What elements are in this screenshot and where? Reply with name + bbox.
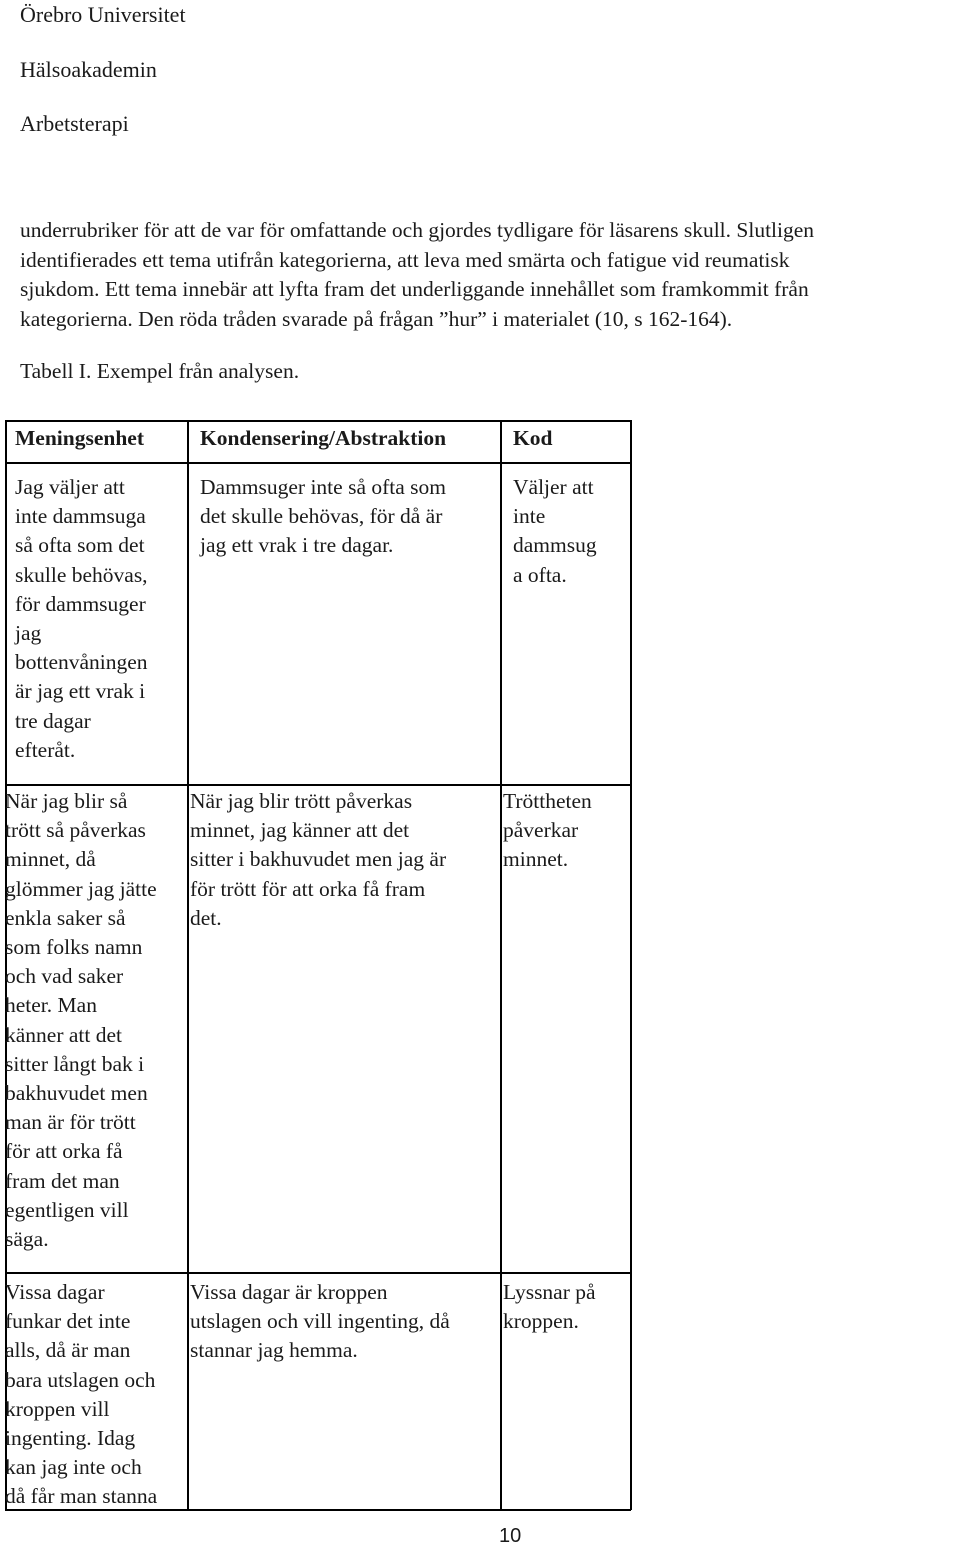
table-column-divider-1: [187, 420, 189, 1510]
table-cell-row1-kondensering: Dammsuger inte så ofta som det skulle behövas, för då är jag ett vrak i tre dagar.: [200, 475, 447, 558]
table-cell-row3-meningsenhet: Vissa dagar funkar det inte alls, då är man bara utslagen och kroppen vill ingenting. Idag kan jag inte och då får man stanna: [5, 1280, 158, 1509]
table-column-divider-2: [500, 420, 502, 1510]
table-border-header-bottom: [5, 462, 631, 464]
table-border-right: [630, 420, 632, 1510]
table-border-top: [5, 420, 631, 422]
table-cell-row2-kod: Tröttheten påverkar minnet.: [503, 789, 592, 872]
department-name: Hälsoakademin: [20, 57, 157, 82]
table-cell-row3-kod: Lyssnar på kroppen.: [503, 1280, 596, 1334]
body-paragraph: underrubriker för att de var för omfattande och gjordes tydligare för läsarens skull. Slutligen identifierades ett tema utifrån kategorierna, att leva med smärta och fatigue vid reumatisk sjukdom. Ett tema innebär att lyfta fram det underliggande innehållet som framkommit från kategorierna. Den röda tråden svarade på frågan ”hur” i materialet (10, s 162-164).: [20, 218, 815, 331]
table-cell-row1-kod: Väljer att inte dammsug a ofta.: [513, 475, 597, 587]
table-border-row2-bottom: [5, 1272, 631, 1274]
table-border-row1-bottom: [5, 784, 631, 786]
table-header-meningsenhet: Meningsenhet: [15, 426, 144, 450]
table-header-kod: Kod: [513, 426, 553, 450]
table-cell-row2-meningsenhet: När jag blir så trött så påverkas minnet, då glömmer jag jätte enkla saker så som folks namn och vad saker heter. Man känner att det sitter långt bak i bakhuvudet men man är för trött för att orka få fram det man egentligen vill säga.: [5, 789, 157, 1252]
program-name: Arbetsterapi: [20, 111, 129, 136]
table-cell-row1-meningsenhet: Jag väljer att inte dammsuga så ofta som det skulle behövas, för dammsuger jag bottenvåningen är jag ett vrak i tre dagar efteråt.: [15, 475, 148, 762]
table-caption: Tabell I. Exempel från analysen.: [20, 359, 300, 383]
table-header-kondensering: Kondensering/Abstraktion: [200, 426, 447, 450]
table-cell-row3-kondensering: Vissa dagar är kroppen utslagen och vill ingenting, då stannar jag hemma.: [190, 1280, 450, 1363]
page-number: 10: [499, 1525, 522, 1547]
table-cell-row2-kondensering: När jag blir trött påverkas minnet, jag känner att det sitter i bakhuvudet men jag är för trött för att orka få fram det.: [190, 789, 447, 930]
university-name: Örebro Universitet: [20, 2, 186, 27]
